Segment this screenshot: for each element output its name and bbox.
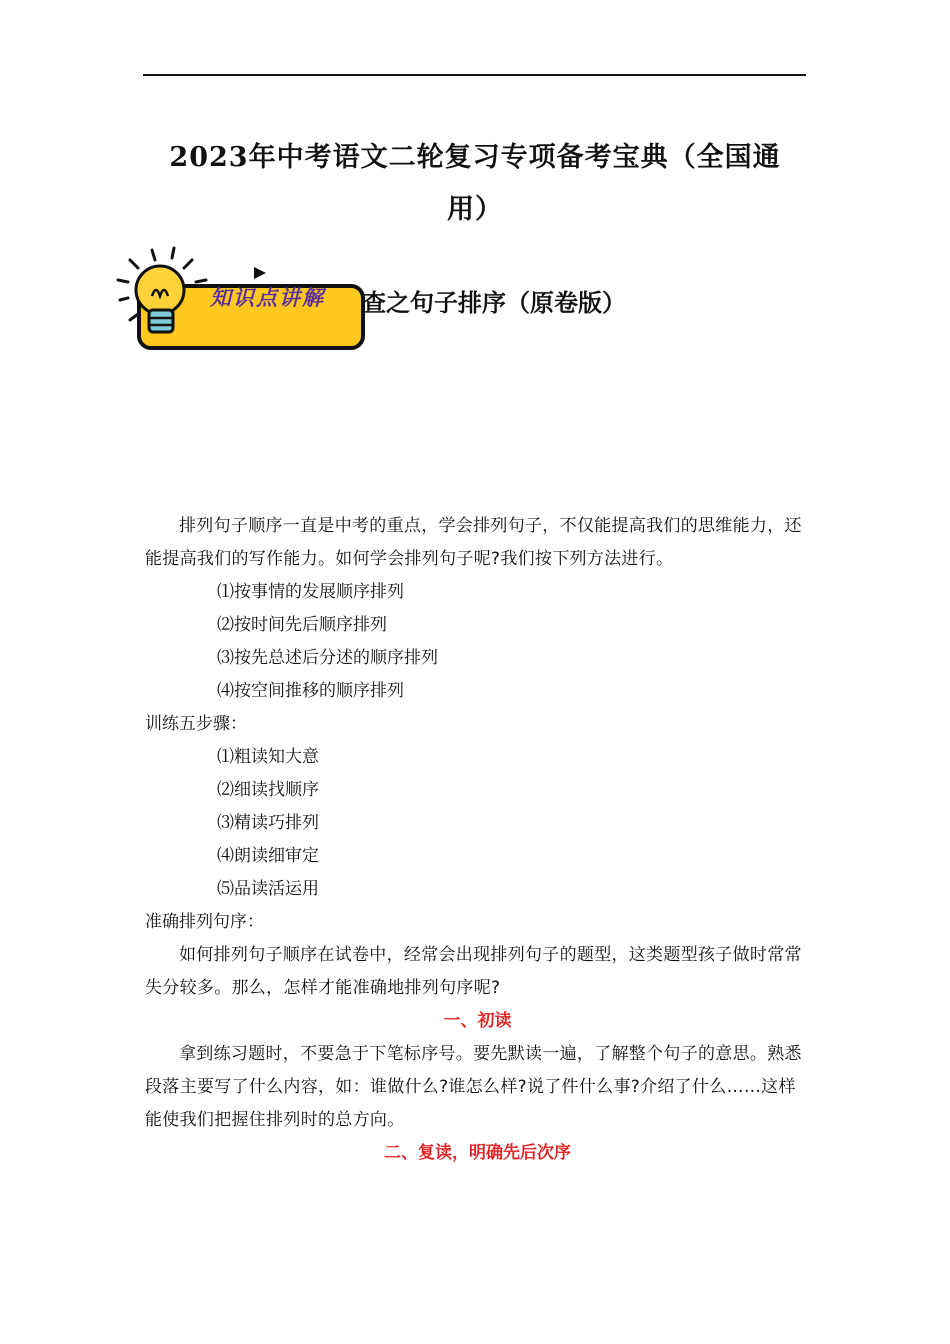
title-line-2: 用）	[447, 194, 503, 225]
method-item: ⑴按事情的发展顺序排列	[217, 582, 404, 602]
header-rule	[143, 74, 806, 76]
accurate-heading: 准确排列句序：	[145, 912, 264, 932]
document-title	[150, 132, 800, 236]
title-line-1: 2023年中考语文二轮复习专项备考宝典（全国通	[169, 142, 781, 173]
badge-label: 知识点讲解	[210, 285, 325, 310]
lightbulb-icon	[112, 244, 212, 354]
section-heading-1: 一、初读	[443, 1011, 512, 1031]
method-item: ⑵按时间先后顺序排列	[217, 615, 387, 635]
step-item: ⑶精读巧排列	[217, 813, 319, 833]
section-paragraph-1: 拿到练习题时，不要急于下笔标序号。要先默读一遍，了解整个句子的意思。熟悉段落主要写了什么内容，如：谁做什么?谁怎么样?说了件什么事?介绍了什么……这样能使我们把握住排列时的总方向。	[145, 1044, 802, 1130]
step-item: ⑴粗读知大意	[217, 747, 319, 767]
step-item: ⑸品读活运用	[217, 879, 319, 899]
play-arrow-icon	[253, 266, 267, 280]
document-subtitle: 查之句子排序（原卷版）	[362, 288, 626, 317]
accurate-paragraph: 如何排列句子顺序在试卷中，经常会出现排列句子的题型，这类题型孩子做时常常失分较多。那么，怎样才能准确地排列句序呢?	[145, 945, 802, 998]
steps-heading: 训练五步骤：	[145, 714, 247, 734]
step-item: ⑵细读找顺序	[217, 780, 319, 800]
step-item: ⑷朗读细审定	[217, 846, 319, 866]
section-heading-2: 二、复读，明确先后次序	[384, 1143, 571, 1163]
document-body	[145, 510, 810, 1170]
method-item: ⑷按空间推移的顺序排列	[217, 681, 404, 701]
method-item: ⑶按先总述后分述的顺序排列	[217, 648, 438, 668]
intro-paragraph: 排列句子顺序一直是中考的重点，学会排列句子，不仅能提高我们的思维能力，还能提高我们的写作能力。如何学会排列句子呢?我们按下列方法进行。	[145, 516, 802, 569]
